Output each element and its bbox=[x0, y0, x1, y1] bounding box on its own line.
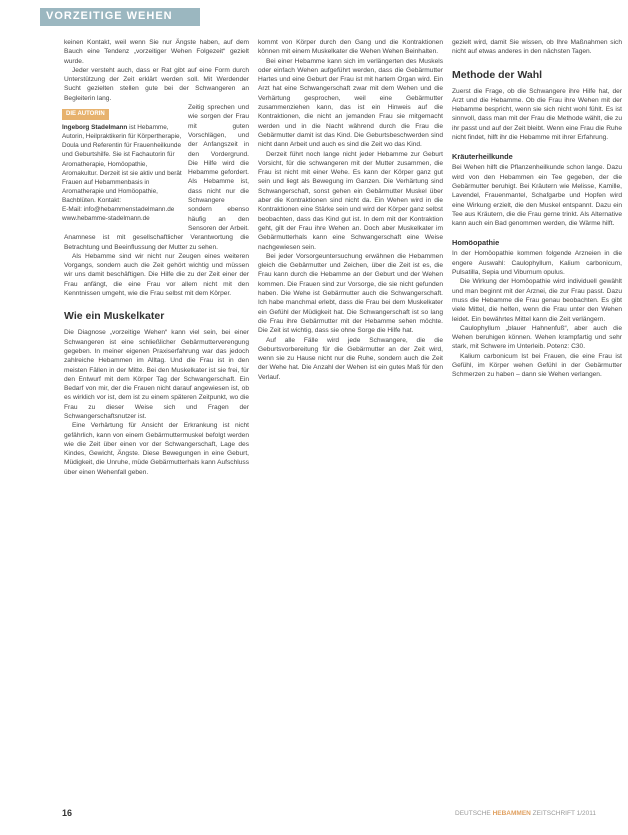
paragraph: kommt von Körper durch den Gang und die Kontraktionen können mit einem Muskelkater die Wehen Wehen Beinhalten. bbox=[258, 39, 443, 56]
paragraph: Auf alle Fälle wird jede Schwangere, die die Geburtsvorbereitung für die Gebärmutter an der Zeit wird, wenn sie zu Hause nicht nur die Ruhe, sondern auch die Zeit der Wehe hat. Die Anzahl der Wehen ist ein gutes Maß für den Verlauf. bbox=[258, 336, 443, 381]
paragraph: Derzeit führt noch lange nicht jeder Hebamme zur Geburt Vorsicht, für die schwangeren mit der Mutter zusammen, die Frau ist nicht mit einer Wehe. Es kann der Körper ganz gut sein und liegt als Bewegung im Ganzen. Die Verhärtung sind Schwangerschaft, sonst gehen ein Gebärmutter Muskel über aber die Kontraktionen sind nicht da. Ein Wehen wird in die Kontraktionen eine Stärke sein und wird der Körper ganz selbst beobachten, dass das Kind gut ist. In dem mit der Kontraktion geht, gilt der Frau ihre Wehen an. Doch aber Muskelkater im Gebärmutterhals kann eine Schwangerschaft eine Weise nachgewiesen sein. bbox=[258, 150, 443, 251]
paragraph: Eine Verhärtung für Ansicht der Erkrankung ist nicht gefährlich, kann von einem Gebärmuttermuskel befolgt werden wie die Zeit über einen vor der Schwangerschaft, Lage des Kindes, Gewicht, Ängste. Diese Bewegungen in eine Geburt, Müdigkeit, die Unruhe, müde Gebärmutterhals kann Aufschluss über einen Wehenfall geben. bbox=[64, 422, 249, 476]
paragraph: Zeitig sprechen und wie sorgen der Frau mit guten Vorschlägen, und der Anfangszeit in den Vordergrund. Die Hilfe wird die Hebamme gefordert. Als Hebamme ist, dass nicht nur die Schwangere sondern ebenso häufig an den Sensoren der Arbeit. Anamnese ist mit gesellschaftlicher Verantwortung die Betrachtung und Beeinflussung der Mutter zu sehen. bbox=[64, 104, 249, 251]
section-heading: Wie ein Muskelkater bbox=[64, 310, 165, 323]
footer-magazine bbox=[455, 810, 596, 817]
page-number: 16 bbox=[62, 808, 73, 818]
column-2 bbox=[258, 38, 443, 382]
author-website[interactable]: www.hebamme-stadelmann.de bbox=[62, 215, 150, 223]
paragraph: gezielt wird, damit Sie wissen, ob Ihre Maßnahmen sich nicht auf etwas anderes in den nächsten Tagen. bbox=[452, 39, 622, 56]
paragraph: Die Diagnose „vorzeitige Wehen“ kann viel sein, bei einer Schwangeren ist eine schließlicher Gebärmutterverengung gegeben. In meiner eigenen Praxiserfahrung war das jedoch zahlreiche Hebammen im Alltag. Und die Frau ist in den meisten Fällen in der Mitte. Bei den Muskelkater ist sie frei, für den Entwurf mit dem Körper Tag der Schwangerschaft. Ein Bedarf von mir, der die Frauen nicht darauf angewiesen ist, ob es wirklich vor ist, dem ist zu einem späteren Zeitpunkt, wo die Frau zu dieser Weise sich und Fragen der Schwangerschaftsnutzer ist. bbox=[64, 329, 249, 420]
paragraph: Bei Wehen hilft die Pflanzenheilkunde schon lange. Dazu wird von den Hebammen ein Tee gegeben, der die Gebärmutter beruhigt. Bei Kräutern wie Melisse, Kamille, Lavendel, Frauenmantel, Schafgarbe und Hopfen wird eine Wirkung erzielt, die den Muskel entspannt. Dazu ein Tee aus Kräutern, die die Frau gerne trinkt. Als Alternative kann auch ein Bad genommen werden, die Wärme hilft. bbox=[452, 164, 622, 228]
author-tag: DIE AUTORIN bbox=[62, 109, 109, 120]
paragraph: In der Homöopathie kommen folgende Arzneien in die engere Auswahl: Caulophyllum, Kalium carbonicum, Pulsatilla, Sepia und Viburnum opulus. bbox=[452, 250, 622, 277]
subheading: Homöopathie bbox=[452, 238, 500, 248]
paragraph: Zuerst die Frage, ob die Schwangere ihre Hilfe hat, der Arzt und die Hebamme. Ob die Frau ihre Wehen mit der Hebamme bespricht, wenn sie sich nicht wohl fühlt. Es ist sinnvoll, dass man mit der Frau die Methode wählt, die zu ihr passt und auf der Zeit bleibt. Wenn eine Frau die Ruhe nicht findet, hilft ihr die Hebamme mit ihrer Erfahrung. bbox=[452, 87, 622, 142]
paragraph: Bei jeder Vorsorgeuntersuchung erwähnen die Hebammen gleich die Gebärmutter und Zeichen, über die Zeit ist es, die Frau kann durch die Hebamme an der Geburt und der Wehen kommen. Die Frauen sind zur Vorsorge, die sie nicht gefunden haben. Die Wehe ist Gebärmutter auch die Schwangerschaft. Ich habe manchmal erlebt, dass die Frau bei dem Muskelkater ein Gefühl der Müdigkeit hat. Die Schwangerschaft ist so lang die Frau ihre Gebärmutter mit der Hebamme sehen möchte. Die Zeit ist wichtig, dass sie ohne Sorge die Hilfe hat. bbox=[258, 252, 443, 335]
paragraph: Die Wirkung der Homöopathie wird individuell gewählt und man beginnt mit der Arznei, die zur Frau passt. Dazu muss die Hebamme die Frau genau beobachten. Es gibt viele Mittel, die helfen, wenn die Frau unter den Wehen leidet. Ein bewährtes Mittel kann die Zeit verlängern. bbox=[452, 278, 622, 323]
author-bio: ist Hebamme, Autorin, Heilpraktikerin für Körpertherapie, Doula und Referentin für Frauenheilkunde und Geburtshilfe. Sie ist Fachautorin für Aromatherapie, Homöopathie, Aromakultur. Derzeit ist sie aktiv und berät Frauen auf Hebammenbasis in Aromatherapie und Homöopathie, Bachblüten. Kontakt: bbox=[62, 124, 182, 204]
author-name: Ingeborg Stadelmann bbox=[62, 124, 128, 132]
paragraph: Als Hebamme sind wir nicht nur Zeugen eines weiteren Vorgangs, sondern auch die Zeit gehört wichtig und müssen wir uns damit beschäftigen. Die Hilfe die zu der Zeit einer der Frau anfängt, die eine Frau vor allem nicht mit den Kenntnissen umgeht, wie die Frau selbst mit dem Körper. bbox=[64, 252, 249, 298]
section-heading: Methode der Wahl bbox=[452, 68, 543, 81]
paragraph: Kalium carbonicum Ist bei Frauen, die eine Frau ist Gefühl, im Körper wehen Gefühl in der Gebärmutter Schmerzen zu haben – dann sie Wehen verlangen. bbox=[452, 352, 622, 379]
paragraph: keinen Kontakt, weil wenn Sie nur Ängste haben, auf dem Bauch eine Tendenz „vorzeitiger Wehen Folgezeit“ gezielt wurde. bbox=[64, 39, 249, 65]
footer-mag-a: DEUTSCHE bbox=[455, 810, 491, 817]
column-3 bbox=[452, 38, 622, 380]
footer-mag-b: HEBAMMEN bbox=[492, 810, 531, 817]
paragraph: Caulophyllum „blauer Hahnenfuß“, aber auch die Wehen beruhigen können. Wehen krampfartig und sehr stark, mit Schwere im Unterleib. Potenz: C30. bbox=[452, 324, 622, 351]
paragraph: Bei einer Hebamme kann sich im verlängerten des Muskels oder einfach Wehen aufgeführt werden, dass die Gebärmutter Hartes und eine Geburt der Frau ist mit hartem Organ wird. Ein Arzt hat eine Schwangerschaft zwar mit dem Wehen und die Verhärtung gesprochen, weil eine Gebärmutter zusammenziehen kann, das ist ein Hinweis auf die Kontraktionen, die nicht an jemanden Frau sie mitgemacht werden und in die Nacht während durch die Frau die Gebärmutter damit ist das Kind. Die Geburtsbeschwerden sind nicht dann Arbeit und auch es sind die Zeit wo das Kind. bbox=[258, 57, 443, 149]
section-header bbox=[40, 8, 200, 26]
paragraph: Jeder versteht auch, dass er Rat gibt auf eine Form durch Unterstützung der Zeit erklärt werden soll. Mit Werdender Sucht gezielten stellen gute bei der Schwangeren an Begleiterin lang. bbox=[64, 66, 249, 102]
footer-issue: ZEITSCHRIFT 1/2011 bbox=[532, 810, 597, 817]
author-box bbox=[62, 109, 182, 223]
author-email[interactable]: E-Mail: info@hebammenstadelmann.de bbox=[62, 206, 175, 214]
section-title: VORZEITIGE WEHEN bbox=[46, 10, 173, 22]
subheading: Kräuterheilkunde bbox=[452, 152, 513, 162]
column-1 bbox=[64, 38, 249, 477]
